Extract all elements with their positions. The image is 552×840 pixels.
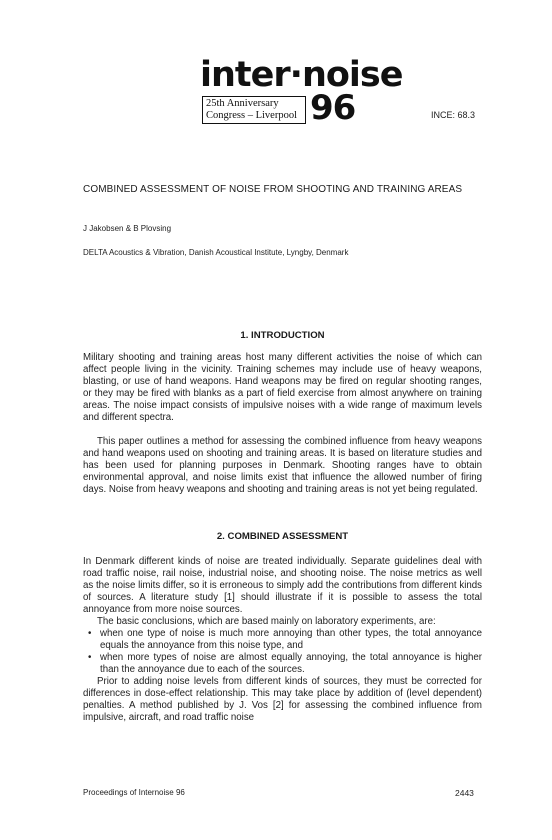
- ince-code: INCE: 68.3: [431, 110, 476, 120]
- assessment-paragraph-2: The basic conclusions, which are based mainly on laboratory experiments, are:: [97, 616, 436, 627]
- logo-anniversary-line2: Congress – Liverpool: [206, 110, 297, 121]
- logo-wordmark: inter·noise: [200, 55, 403, 95]
- list-item-text: when more types of noise are almost equally annoying, the total annoyance is higher than the annoyance due to each of the sources.: [100, 651, 482, 675]
- section-heading-combined-assessment: 2. COMBINED ASSESSMENT: [216, 531, 349, 542]
- paper-affiliation: DELTA Acoustics & Vibration, Danish Acoustical Institute, Lyngby, Denmark: [83, 248, 349, 257]
- logo-year: 96: [310, 88, 356, 128]
- internoise-logo: [200, 55, 403, 132]
- section-heading-introduction: 1. INTRODUCTION: [240, 330, 325, 341]
- intro-paragraph-2: This paper outlines a method for assessing the combined influence from heavy weapons and hand weapons used on shooting and training areas. It is based on literature studies and has been used for planning purposes in Denmark. Shooting ranges have to obtain environmental approval, and noise limits exist that influence the allowed number of firing days. Noise from heavy weapons and shooting and training areas is not yet being regulated.: [83, 436, 482, 495]
- logo-anniversary-line1: 25th Anniversary: [206, 98, 279, 109]
- intro-paragraph-1: Military shooting and training areas host many different activities the noise of which can affect people living in the vicinity. Training schemes may include use of heavy weapons, blasting, or use of hand weapons. Hand weapons may be fired on regular shooting ranges, or they may be fired with blanks as a part of field exercise from almost anywhere on training areas. The noise impact consists of impulsive noises with a wide range of maximum levels and different spectra.: [83, 352, 482, 423]
- list-item-text: when one type of noise is much more annoying than other types, the total annoyance equals the annoyance from this noise type, and: [100, 628, 482, 651]
- list-item: • when one type of noise is much more annoying than other types, the total annoyance equals the annoyance from this noise type, and: [88, 628, 482, 651]
- logo-anniversary-box: [202, 96, 306, 124]
- assessment-paragraph-1: In Denmark different kinds of noise are treated individually. Separate guidelines deal with road traffic noise, rail noise, industrial noise, and shooting noise. The noise metrics as well as the noise limits differ, so it is erroneous to simply add the contributions from different kinds of sources. A literature study [1] should illustrate if it is possible to assess the total annoyance from more noise sources.: [83, 556, 482, 615]
- page-number: 2443: [455, 788, 474, 798]
- footer-proceedings: Proceedings of Internoise 96: [83, 788, 185, 797]
- conclusions-list: [83, 628, 482, 676]
- assessment-paragraph-3: Prior to adding noise levels from different kinds of sources, they must be corrected for differences in dose-effect relationship. This may take place by addition of (level dependent) penalties. A method published by J. Vos [2] for assessing the combined influence from impulsive, aircraft, and road traffic noise: [83, 676, 482, 723]
- list-item: • when more types of noise are almost equally annoying, the total annoyance is higher than the annoyance due to each of the sources.: [88, 651, 482, 675]
- paper-title: COMBINED ASSESSMENT OF NOISE FROM SHOOTING AND TRAINING AREAS: [83, 184, 463, 195]
- paper-authors: J Jakobsen & B Plovsing: [83, 224, 172, 233]
